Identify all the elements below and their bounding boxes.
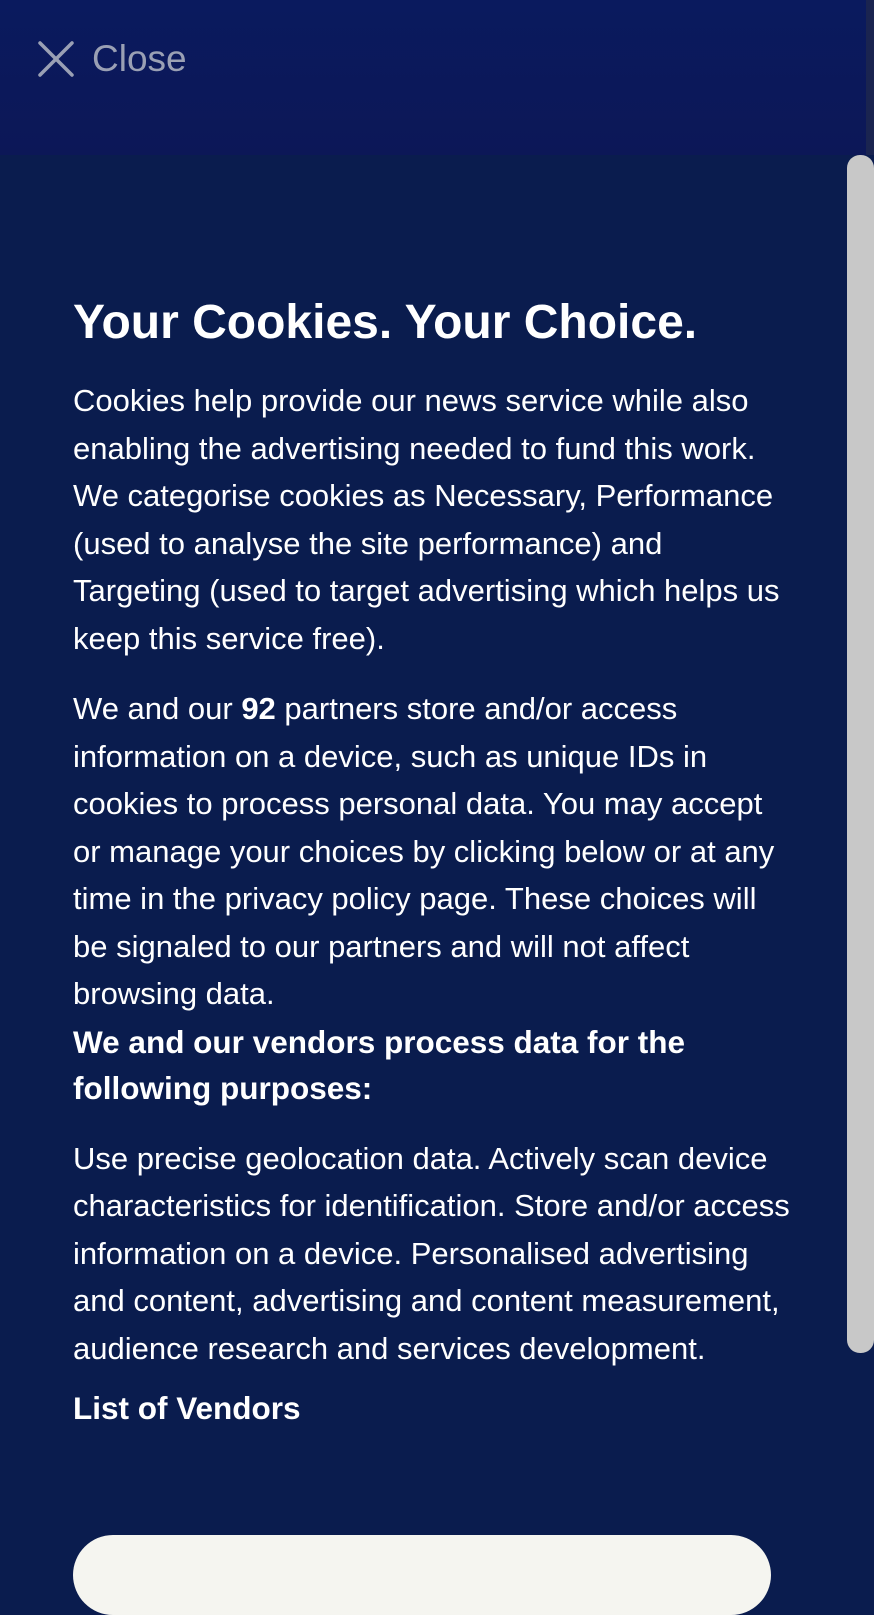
consent-intro: Cookies help provide our news service while also enabling the advertising needed to fund this work. We categorise cookies as Necessary, Performance (used to analyse the site performance) and Targeting (used to target advertising which helps us keep this service free). [73, 383, 780, 656]
partners-prefix: We and our [73, 691, 242, 726]
consent-panel [0, 155, 846, 1555]
close-button[interactable] [36, 38, 187, 80]
header-bar [0, 0, 866, 155]
partners-text [73, 685, 793, 1018]
header-edge [866, 0, 874, 155]
accept-button[interactable] [73, 1535, 771, 1615]
consent-title: Your Cookies. Your Choice. [73, 296, 698, 349]
close-label: Close [92, 38, 187, 79]
partners-suffix: partners store and/or access information on a device, such as unique IDs in cookies to process personal data. You may accept or manage your choices by clicking below or at any time in the privacy policy page. These choices will be signaled to our partners and will not affect browsing data. [73, 691, 775, 1011]
vendors-link[interactable]: List of Vendors [73, 1390, 301, 1426]
partners-count: 92 [241, 691, 276, 726]
consent-body [73, 295, 793, 1431]
scrollbar-thumb[interactable] [847, 155, 874, 1353]
purposes-text: Use precise geolocation data. Actively scan device characteristics for identification. Store and/or access information on a device. Personalised advertising and content, advertising and content measurement, audience research and services development. [73, 1140, 790, 1366]
purposes-heading: We and our vendors process data for the following purposes: [73, 1023, 686, 1106]
close-icon [36, 39, 76, 79]
